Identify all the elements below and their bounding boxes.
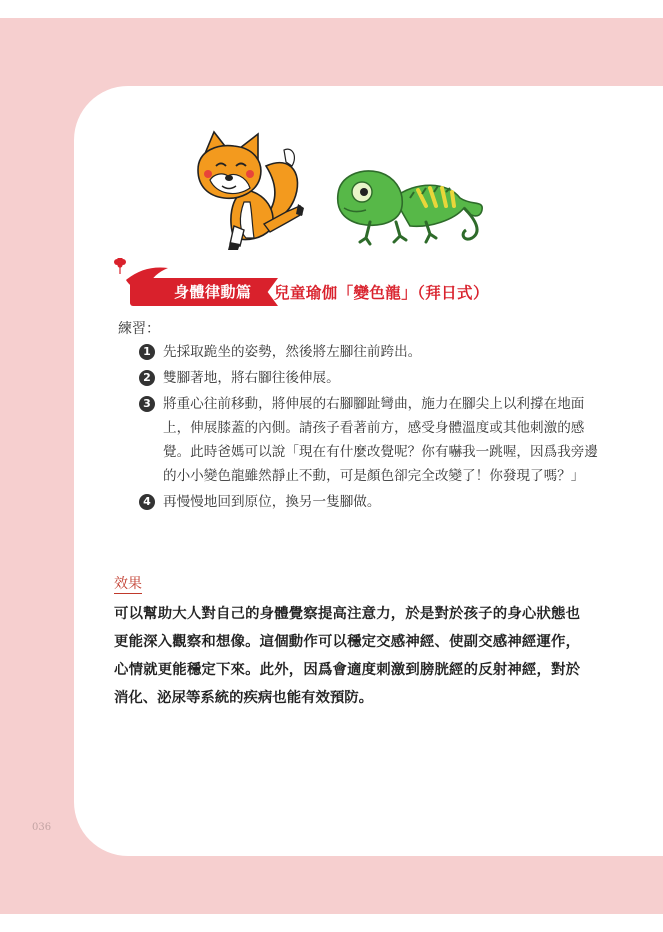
effect-underline [114,593,142,594]
list-item [138,366,608,390]
effect-label: 效果 [114,576,142,592]
step-text: 雙腳著地，將右腳往後伸展。 [163,370,340,386]
step-number-badge: 1 [139,344,155,360]
section-heading [112,258,552,308]
effect-paragraph: 可以幫助大人對自己的身體覺察提高注意力，於是對於孩子的身心狀態也更能深入觀察和想像。這個動作可以穩定交感神經、使副交感神經運作，心情就更能穩定下來。此外，因爲會適度刺激到膀胱經的反射神經，對於消化、泌尿等系統的疾病也能有效預防。 [114,605,580,706]
steps-list [138,340,608,514]
practice-label: 練習： [118,321,160,337]
step-number-badge: 3 [139,396,155,412]
list-item [138,340,608,364]
step-text: 將重心往前移動，將伸展的右腳腳趾彎曲，施力在腳尖上以利撐在地面上，伸展膝蓋的內側。請孩子看著前方，感受身體溫度或其他刺激的感覺。此時爸媽可以說「現在有什麼改覺呢？你有嚇我一跳喔，因爲我旁邊的小小變色龍雖然靜止不動，可是顏色卻完全改變了！你發現了嗎？」 [163,396,598,484]
step-number-badge: 4 [139,494,155,510]
list-item [138,490,608,514]
step-text: 先採取跪坐的姿勢，然後將左腳往前跨出。 [163,344,422,360]
fox-illustration [188,126,308,254]
page-number: 036 [32,822,52,833]
step-text: 再慢慢地回到原位，換另一隻腳做。 [163,494,381,510]
banner-label: 身體律動篇 [174,283,252,301]
chameleon-illustration [330,158,488,250]
section-title: 兒童瑜伽「變色龍」（拜日式） [274,284,489,302]
list-item [138,392,608,488]
step-number-badge: 2 [139,370,155,386]
